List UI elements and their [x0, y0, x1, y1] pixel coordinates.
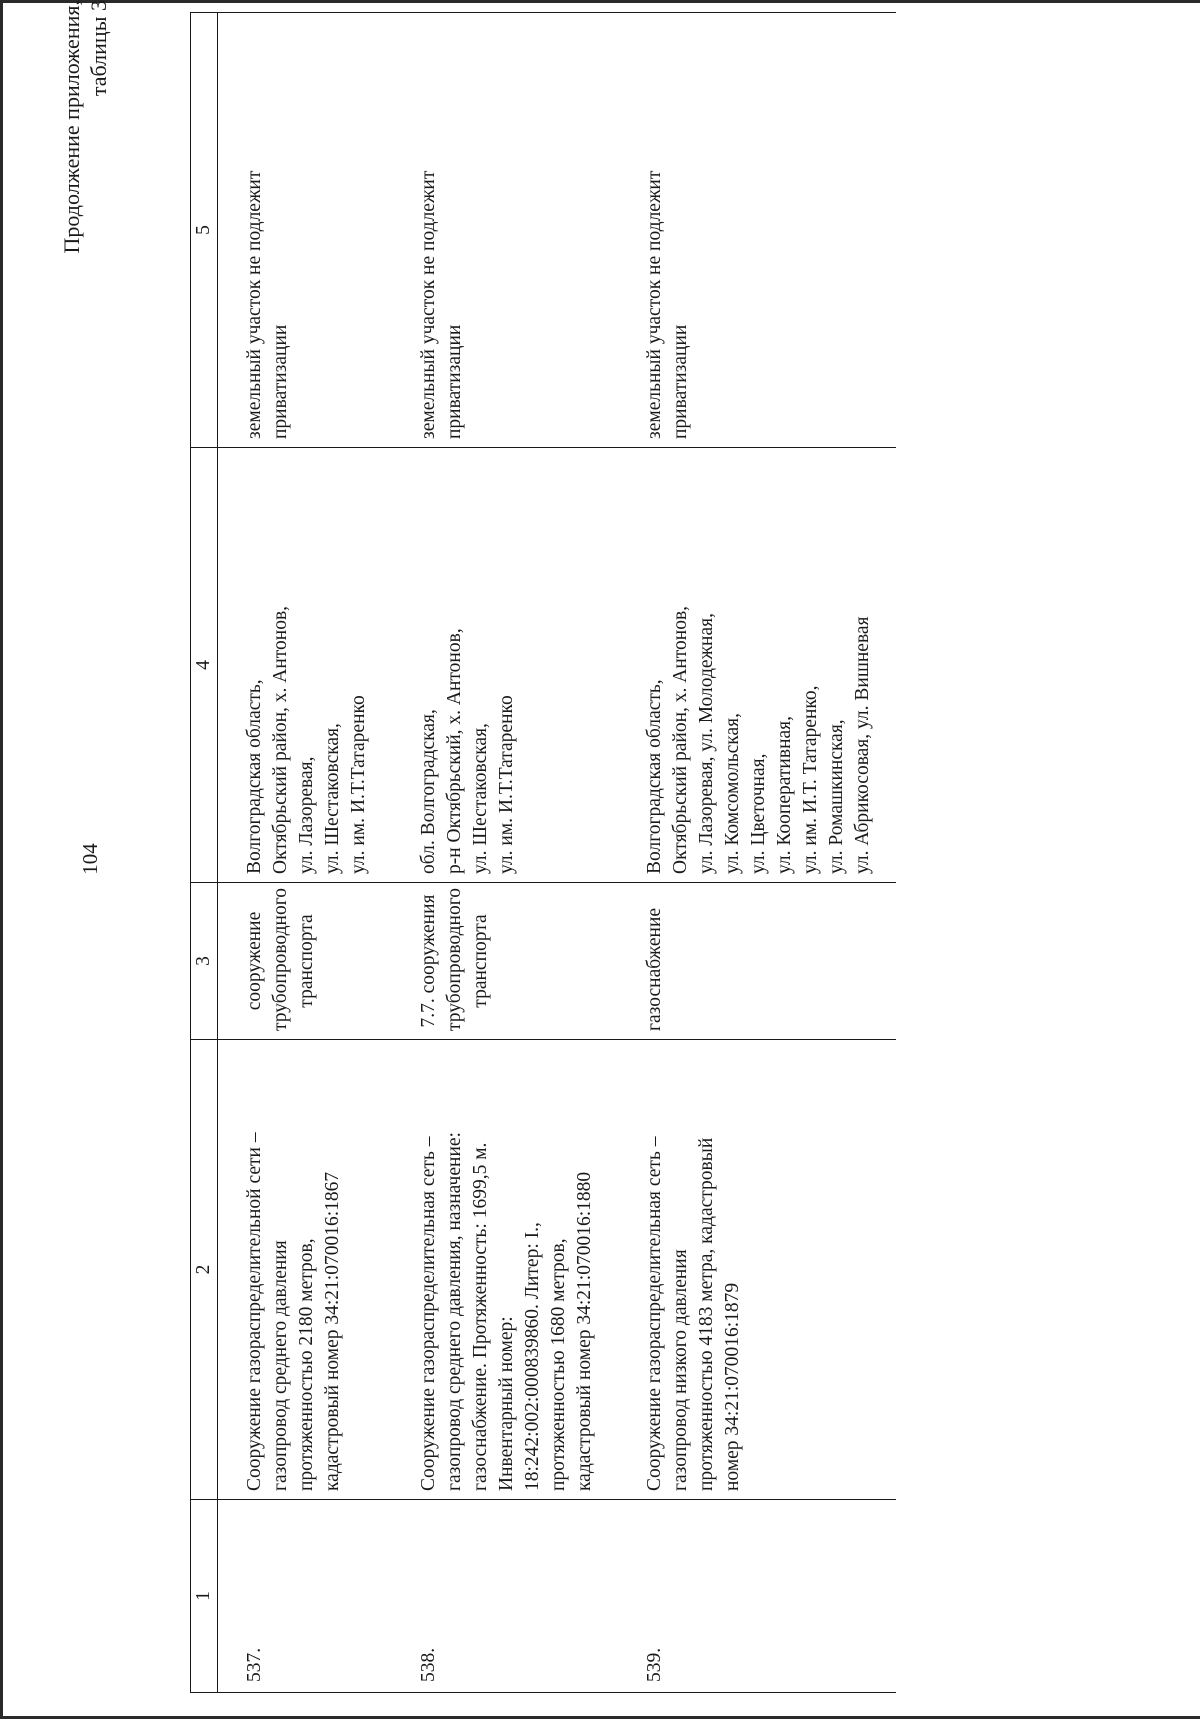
row-description: Сооружение газораспределительная сеть – газопровод низкого давления протяженностью 4183 метра, кадастровый номер 34:21:070016:1879: [618, 1040, 896, 1500]
row-description: Сооружение газораспределительной сети – газопровод среднего давления протяженностью 2180 метров, кадастровый номер 34:21:070016:1867: [218, 1040, 393, 1500]
row-number: 537.: [218, 1500, 393, 1693]
row-number: 539.: [618, 1500, 896, 1693]
header-col-1: 1: [191, 1500, 218, 1693]
header-col-5: 5: [191, 13, 218, 448]
row-type: 7.7. сооружения трубопроводного транспорта: [392, 883, 618, 1040]
row-note: земельный участок не подлежит приватизации: [218, 13, 393, 448]
header-col-2: 2: [191, 1040, 218, 1500]
table-row: [392, 13, 618, 1693]
table-row: [218, 13, 393, 1693]
header-col-3: 3: [191, 883, 218, 1040]
header-col-4: 4: [191, 448, 218, 883]
row-description: Сооружение газораспределительная сеть – газопровод среднего давления, назначение: газоснабжение. Протяженность: 1699,5 м. Инвентарный номер: 18:242:002:000839860. Литер: I., протяженностью 1680 метров, кадастровый номер 34:21:070016:1880: [392, 1040, 618, 1500]
row-type: сооружение трубопроводного транспорта: [218, 883, 393, 1040]
row-type: газоснабжение: [618, 883, 896, 1040]
page-number: 104: [78, 843, 102, 875]
table-row: [618, 13, 896, 1693]
row-address: Волгоградская область, Октябрьский район, х. Антонов, ул. Лазоревая, ул. Шестаковская, ул. им. И.Т.Татаренко: [218, 448, 393, 883]
row-address: обл. Волгоградская, р-н Октябрьский, х. Антонов, ул. Шестаковская, ул. им. И.Т.Татаренко: [392, 448, 618, 883]
property-table: [190, 12, 896, 1693]
row-number: 538.: [392, 1500, 618, 1693]
continuation-line-1: Продолжение приложения,: [59, 0, 84, 254]
row-note: земельный участок не подлежит приватизации: [618, 13, 896, 448]
row-note: земельный участок не подлежит приватизации: [392, 13, 618, 448]
continuation-line-2: таблицы 3: [86, 0, 111, 97]
continuation-note: [58, 0, 112, 400]
header-row: [191, 13, 218, 1693]
row-address: Волгоградская область, Октябрьский район, х. Антонов, ул. Лазоревая, ул. Молодежная, ул. Комсомольская, ул. Цветочная, ул. Кооперативная, ул. им. И.Т. Татаренко, ул. Ромашкинская, ул. Абрикосовая, ул. Вишневая: [618, 448, 896, 883]
